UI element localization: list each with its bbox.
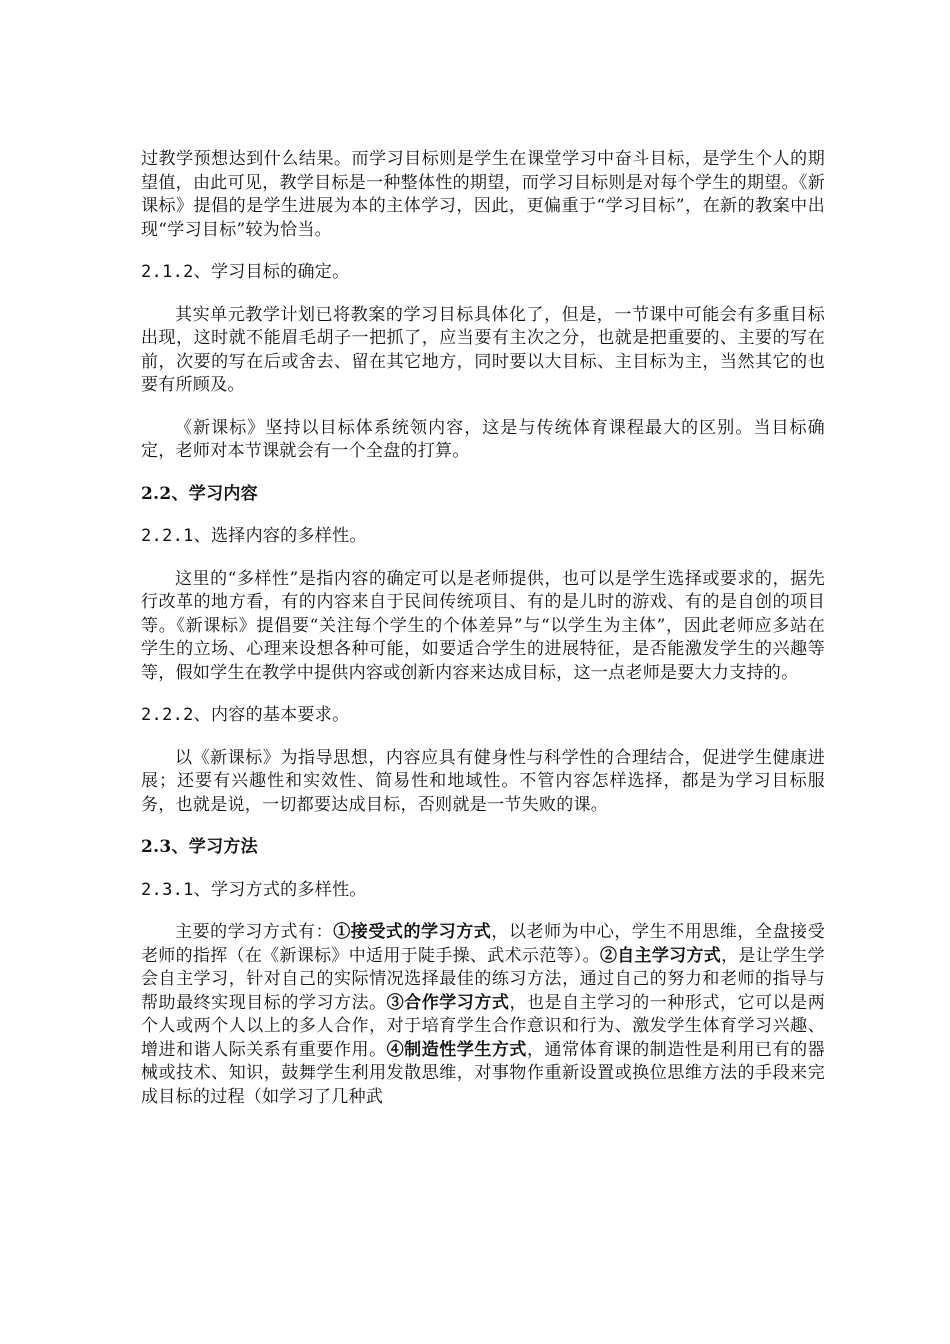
method-1-label: ①接受式的学习方式 [333, 922, 492, 942]
method-1-text: ，以老师为中心，学生不用思维，全盘接受老师的指挥（在《新课标》中适用于陡手操、武术示范等）。 [141, 922, 826, 966]
paragraph-learning-methods [141, 921, 825, 1109]
paragraph-goal-determination: 其实单元教学计划已将教案的学习目标具体化了，但是，一节课中可能会有多重目标出现，这时就不能眉毛胡子一把抓了，应当要有主次之分，也就是把重要的、主要的写在前，次要的写在后或舍去、留在其它地方，同时要以大目标、主目标为主，当然其它的也要有所顾及。 [141, 304, 825, 395]
heading-2-3: 2.3、学习方法 [141, 837, 258, 857]
method-4-text: ，通常体育课的制造性是利用已有的器械或技术、知识，鼓舞学生利用发散思维，对事物作重新设置或换位思维方法的手段来完成目标的过程（如学习了几种武 [141, 1039, 825, 1107]
method-4-label: ④制造性学生方式 [386, 1039, 527, 1060]
paragraph-content-requirements: 以《新课标》为指导思想，内容应具有健身性与科学性的合理结合，促进学生健康进展；还要有兴趣性和实效性、简易性和地域性。不管内容怎样选择，都是为学习目标服务，也就是说，一切都要达成目标，否则就是一节失败的课。 [141, 747, 825, 815]
method-2-label: ②自主学习方式 [599, 945, 722, 966]
paragraph-learning-goal-intro: 过教学预想达到什么结果。而学习目标则是学生在课堂学习中奋斗目标，是学生个人的期望值，由此可见，教学目标是一种整体性的期望，而学习目标则是对每个学生的期望。《新课标》提倡的是学生进展为本的主体学习，因此，更偏重于“学习目标”，在新的教案中出现“学习目标”较为恰当。 [141, 149, 825, 240]
document-page [141, 148, 825, 1109]
paragraph-new-curriculum-goals: 《新课标》坚持以目标体系统领内容，这是与传统体育课程最大的区别。当目标确定，老师对本节课就会有一个全盘的打算。 [141, 417, 825, 461]
method-2-text: ，是让学生学会自主学习，针对自己的实际情况选择最佳的练习方法，通过自己的努力和老师的指导与帮助最终实现目标的学习方法。 [141, 945, 825, 1013]
heading-2-2-1: 2.2.1、选择内容的多样性。 [141, 526, 367, 546]
heading-2-2-2: 2.2.2、内容的基本要求。 [141, 705, 350, 725]
method-3-text: ，也是自主学习的一种形式，它可以是两个人或两个人以上的多人合作，对于培育学生合作意识和行为、激发学生体育学习兴趣、增进和谐人际关系有重要作用。 [141, 992, 825, 1060]
methods-intro-text: 主要的学习方式有： [175, 922, 334, 942]
heading-2-1-2: 2.1.2、学习目标的确定。 [141, 262, 350, 282]
method-3-label: ③合作学习方式 [386, 992, 510, 1013]
heading-2-3-1: 2.3.1、学习方式的多样性。 [141, 879, 367, 900]
heading-2-2: 2.2、学习内容 [141, 483, 258, 504]
paragraph-content-diversity: 这里的“多样性”是指内容的确定可以是老师提供，也可以是学生选择或要求的，据先行改革的地方看，有的内容来自于民间传统项目、有的是儿时的游戏、有的是自创的项目等。《新课标》提倡要“关注每个学生的个体差异”与“以学生为主体”，因此老师应多站在学生的立场、心理来设想各种可能，如要适合学生的进展特征，是否能激发学生的兴趣等等，假如学生在教学中提供内容或创新内容来达成目标，这一点老师是要大力支持的。 [141, 568, 825, 683]
